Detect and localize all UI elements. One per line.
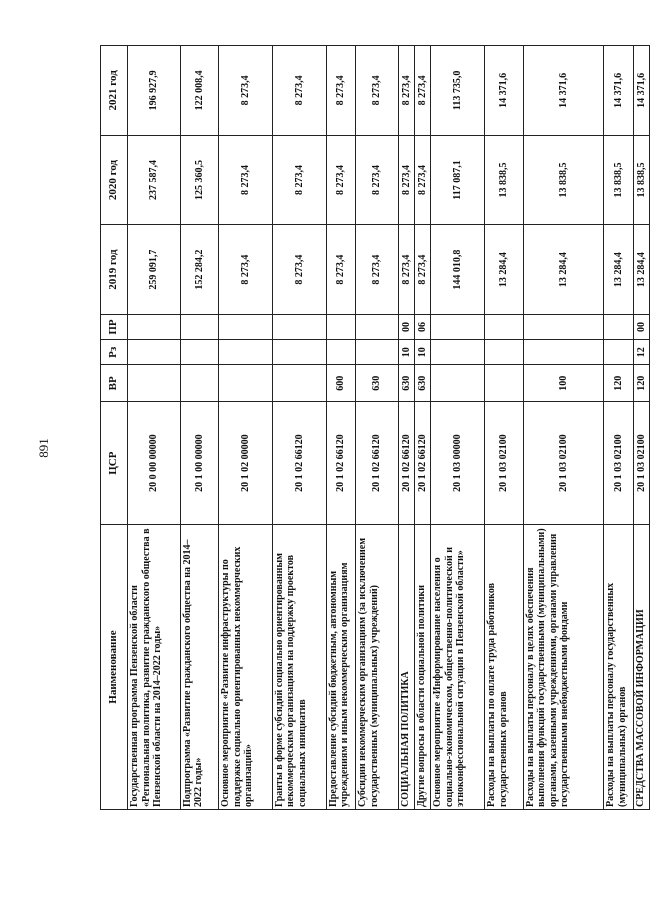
header-name: Наименование: [101, 525, 128, 810]
cell-pr: [128, 314, 181, 339]
cell-rz: [219, 340, 273, 365]
cell-vr: 600: [326, 365, 355, 402]
header-rz: Рз: [101, 340, 128, 365]
cell-vr: 630: [415, 365, 431, 402]
cell-2021: 8 273,4: [219, 46, 273, 136]
cell-pr: [485, 314, 523, 339]
cell-pr: [356, 314, 399, 339]
cell-2021: 8 273,4: [398, 46, 414, 136]
cell-2020: 8 273,4: [272, 135, 326, 225]
cell-2021: 122 008,4: [180, 46, 218, 136]
cell-2020: 13 838,5: [523, 135, 604, 225]
cell-name: Предоставление субсидий бюджетным, автономным учреждениям и иным некоммерческим организациям: [326, 525, 355, 810]
cell-vr: 100: [523, 365, 604, 402]
cell-2021: 14 371,6: [604, 46, 633, 136]
table-row: [431, 46, 485, 810]
cell-2020: 117 087,1: [431, 135, 485, 225]
cell-vr: 630: [356, 365, 399, 402]
cell-2021: 8 273,4: [415, 46, 431, 136]
cell-name: Гранты в форме субсидий социально ориентированным некоммерческим организациям на поддержку проектов социальных инициатив: [272, 525, 326, 810]
cell-csr: 20 1 02 66120: [272, 402, 326, 525]
cell-csr: 20 1 03 02100: [485, 402, 523, 525]
table-row: [128, 46, 181, 810]
table-row: [633, 46, 649, 810]
cell-csr: 20 1 03 00000: [431, 402, 485, 525]
cell-2020: 13 838,5: [604, 135, 633, 225]
table-row: [356, 46, 399, 810]
cell-rz: 10: [415, 340, 431, 365]
cell-2021: 14 371,6: [485, 46, 523, 136]
cell-2020: 237 587,4: [128, 135, 181, 225]
table-row: [415, 46, 431, 810]
cell-csr: 20 1 02 66120: [356, 402, 399, 525]
cell-2021: 14 371,6: [523, 46, 604, 136]
table-row: [398, 46, 414, 810]
cell-2019: 8 273,4: [219, 225, 273, 315]
cell-name: Основное мероприятие «Развитие инфраструктуры по поддержке социально ориентированных некоммерческих организаций»: [219, 525, 273, 810]
table-body: [128, 46, 650, 810]
cell-2020: 13 838,5: [485, 135, 523, 225]
cell-csr: 20 1 02 00000: [219, 402, 273, 525]
cell-csr: 20 1 02 66120: [415, 402, 431, 525]
cell-2021: 14 371,6: [633, 46, 649, 136]
table-header-row: [101, 46, 128, 810]
cell-2021: 196 927,9: [128, 46, 181, 136]
cell-pr: 00: [633, 314, 649, 339]
cell-2019: 8 273,4: [415, 225, 431, 315]
cell-csr: 20 1 00 00000: [180, 402, 218, 525]
cell-pr: [272, 314, 326, 339]
cell-2019: 8 273,4: [326, 225, 355, 315]
cell-rz: [356, 340, 399, 365]
cell-csr: 20 1 03 02100: [523, 402, 604, 525]
cell-2019: 13 284,4: [633, 225, 649, 315]
cell-pr: 00: [398, 314, 414, 339]
cell-2020: 8 273,4: [415, 135, 431, 225]
table-row: [180, 46, 218, 810]
cell-name: Расходы на выплаты по оплате труда работников государственных органов: [485, 525, 523, 810]
table-row: [485, 46, 523, 810]
table-row: [272, 46, 326, 810]
cell-rz: [272, 340, 326, 365]
cell-vr: [219, 365, 273, 402]
cell-rz: [128, 340, 181, 365]
cell-pr: [431, 314, 485, 339]
table-row: [604, 46, 633, 810]
cell-vr: [128, 365, 181, 402]
cell-2019: 152 284,2: [180, 225, 218, 315]
cell-2020: 8 273,4: [326, 135, 355, 225]
cell-2021: 8 273,4: [356, 46, 399, 136]
cell-name: Расходы на выплаты персоналу государственных (муниципальных) органов: [604, 525, 633, 810]
cell-2021: 8 273,4: [326, 46, 355, 136]
cell-rz: 10: [398, 340, 414, 365]
cell-name: Субсидии некоммерческим организациям (за исключением государственных (муниципальных) учреждений): [356, 525, 399, 810]
cell-rz: 12: [633, 340, 649, 365]
cell-vr: 120: [633, 365, 649, 402]
cell-2019: 13 284,4: [523, 225, 604, 315]
cell-pr: [326, 314, 355, 339]
header-2019: 2019 год: [101, 225, 128, 315]
cell-2020: 8 273,4: [219, 135, 273, 225]
cell-name: Расходы на выплаты персоналу в целях обеспечения выполнения функций государственными (муниципальными) органами, казенными учреждениями, органами управления государственными внебюджетными фондами: [523, 525, 604, 810]
cell-2019: 13 284,4: [604, 225, 633, 315]
cell-2020: 125 360,5: [180, 135, 218, 225]
cell-2019: 8 273,4: [356, 225, 399, 315]
cell-csr: 20 1 03 02100: [604, 402, 633, 525]
cell-pr: [523, 314, 604, 339]
cell-2019: 8 273,4: [398, 225, 414, 315]
cell-name: Подпрограмма «Развитие гражданского общества на 2014–2022 годы»: [180, 525, 218, 810]
cell-vr: [485, 365, 523, 402]
cell-2020: 13 838,5: [633, 135, 649, 225]
header-csr: ЦСР: [101, 402, 128, 525]
cell-name: СОЦИАЛЬНАЯ ПОЛИТИКА: [398, 525, 414, 810]
cell-name: Другие вопросы в области социальной политики: [415, 525, 431, 810]
cell-rz: [485, 340, 523, 365]
cell-pr: [180, 314, 218, 339]
cell-name: СРЕДСТВА МАССОВОЙ ИНФОРМАЦИИ: [633, 525, 649, 810]
cell-rz: [326, 340, 355, 365]
cell-2019: 144 010,8: [431, 225, 485, 315]
cell-pr: [604, 314, 633, 339]
cell-rz: [604, 340, 633, 365]
header-2021: 2021 год: [101, 46, 128, 136]
table-row: [219, 46, 273, 810]
cell-name: Государственная программа Пензенской области «Региональная политика, развитие гражданского общества в Пензенской области на 2014–2022 годы»: [128, 525, 181, 810]
cell-rz: [431, 340, 485, 365]
cell-vr: 630: [398, 365, 414, 402]
header-pr: ПР: [101, 314, 128, 339]
cell-rz: [180, 340, 218, 365]
header-2020: 2020 год: [101, 135, 128, 225]
cell-pr: 06: [415, 314, 431, 339]
cell-2020: 8 273,4: [356, 135, 399, 225]
table-row: [326, 46, 355, 810]
budget-table-rotated: [100, 45, 650, 810]
cell-name: Основное мероприятие «Информирование населения о социально-экономическом, общественно-политической и этноконфессиональной ситуации в Пензенской области»: [431, 525, 485, 810]
cell-2021: 8 273,4: [272, 46, 326, 136]
cell-vr: [431, 365, 485, 402]
cell-2019: 8 273,4: [272, 225, 326, 315]
cell-2019: 13 284,4: [485, 225, 523, 315]
cell-vr: [180, 365, 218, 402]
cell-rz: [523, 340, 604, 365]
cell-2021: 113 735,0: [431, 46, 485, 136]
cell-csr: 20 1 02 66120: [398, 402, 414, 525]
budget-table: [100, 45, 650, 810]
cell-vr: 120: [604, 365, 633, 402]
cell-2020: 8 273,4: [398, 135, 414, 225]
cell-pr: [219, 314, 273, 339]
cell-csr: 20 0 00 00000: [128, 402, 181, 525]
header-vr: ВР: [101, 365, 128, 402]
cell-2019: 259 091,7: [128, 225, 181, 315]
page-number: 891: [36, 438, 51, 458]
cell-csr: 20 1 03 02100: [633, 402, 649, 525]
cell-csr: 20 1 02 66120: [326, 402, 355, 525]
cell-vr: [272, 365, 326, 402]
table-row: [523, 46, 604, 810]
